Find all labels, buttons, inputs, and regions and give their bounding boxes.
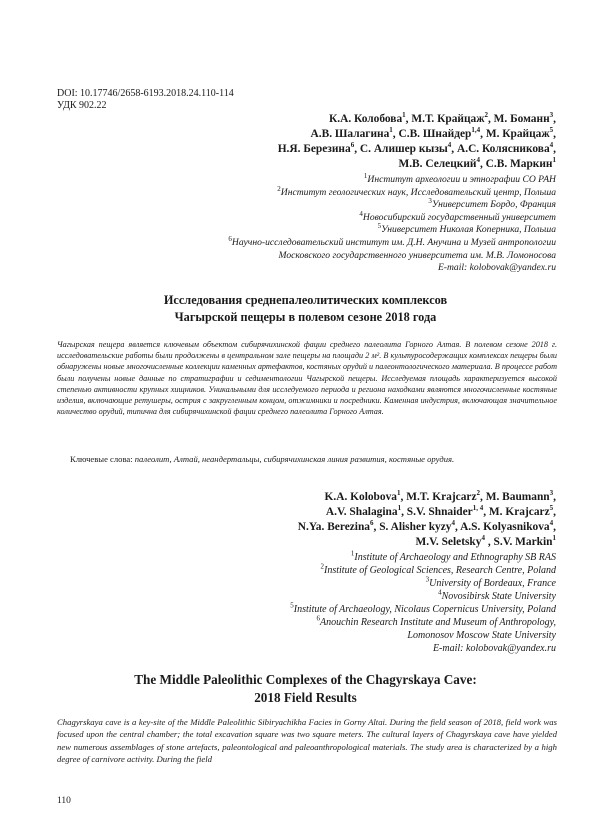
ru-keywords: [70, 454, 560, 465]
author: M. Baumann$^3$: [485, 489, 554, 503]
ru-title: [55, 292, 556, 326]
author: S. Alisher kyzy$^4$: [379, 519, 455, 533]
author: М. Боманн$^3$: [493, 111, 554, 125]
author: М. Крайцаж$^5$: [485, 126, 554, 140]
affiliation: $^6$Научно-исследовательский институт им. Д.Н. Анучина и Музей антропологии: [228, 234, 556, 248]
keywords-label: Ключевые слова:: [70, 454, 133, 464]
author: М.Т. Крайцаж$^2$: [411, 111, 488, 125]
author: А.С. Колясникова$^4$: [457, 141, 554, 155]
author: С.В. Шнайдер$^{1,4}$: [398, 126, 481, 140]
en-author-line: N.Ya. Berezina$^6$, S. Alisher kyzy$^4$, A.S. Kolyasnikova$^4$,: [297, 519, 556, 533]
ru-title-line: Исследования среднепалеолитических комплексов: [163, 293, 448, 307]
author: С.В. Маркин$^1$: [485, 156, 556, 170]
ru-author-line: М.В. Селецкий$^4$, С.В. Маркин$^1$: [398, 156, 556, 170]
en-author-line: A.V. Shalagina$^1$, S.V. Shnaider$^{1, 4}$, M. Krajcarz$^5$,: [325, 504, 556, 518]
author: К.А. Колобова$^1$: [328, 111, 406, 125]
author: Н.Я. Березина$^6$: [277, 141, 355, 155]
affiliation: $^5$Institute of Archaeology, Nicolaus Copernicus University, Poland: [290, 601, 556, 615]
page-number: 110: [57, 796, 71, 806]
ru-title-line: Чагырской пещеры в полевом сезоне 2018 года: [174, 310, 437, 324]
keywords-text: палеолит, Алтай, неандертальцы, сибирячихинская линия развития, костяные орудия.: [134, 454, 455, 464]
affiliation: $^5$Университет Николая Коперника, Польша: [377, 222, 556, 236]
affiliation: Lomonosov Moscow State University: [407, 630, 556, 641]
email: E-mail: kolobovak@yandex.ru: [432, 643, 556, 654]
en-author-line: M.V. Seletsky$^4$ , S.V. Markin$^1$: [415, 534, 556, 548]
affiliation: $^2$Institute of Geological Sciences, Research Centre, Poland: [320, 562, 556, 576]
ru-author-line: А.В. Шалагина$^1$, С.В. Шнайдер$^{1,4}$, М. Крайцаж$^5$,: [310, 126, 556, 140]
email: E-mail: kolobovak@yandex.ru: [437, 262, 556, 274]
ru-authors: [56, 112, 556, 172]
affiliation: $^1$Institute of Archaeology and Ethnography SB RAS: [350, 549, 556, 563]
en-title: [55, 671, 556, 707]
author: А.В. Шалагина$^1$: [310, 126, 393, 140]
author: S.V. Shnaider$^{1, 4}$: [406, 504, 484, 518]
en-authors: [56, 490, 556, 550]
ru-affiliations: [56, 171, 556, 275]
author: С. Алишер кызы$^4$: [359, 141, 452, 155]
affiliation: $^4$Новосибирский государственный университет: [359, 209, 556, 223]
en-abstract: Chagyrskaya cave is a key-site of the Middle Paleolithic Sibiryachikha Facies in Gorny Altai. During the field season of 2018, field work was focused upon the central chamber; the total excavation square was two square meters. The cultural layers of Chagyrskaya cave have yielded new numerous assemblages of stone artefacts, paleontological and paleoanthropological materials. The study area is characterized by a high degree of carnivore activity. During the field: [57, 717, 557, 764]
en-author-line: K.A. Kolobova$^1$, M.T. Krajcarz$^2$, M. Baumann$^3$,: [324, 489, 556, 503]
author: A.S. Kolyasnikova$^4$: [460, 519, 554, 533]
author: М.В. Селецкий$^4$: [398, 156, 480, 170]
author: K.A. Kolobova$^1$: [324, 489, 401, 503]
author: S.V. Markin$^1$: [493, 534, 556, 548]
author: M.V. Seletsky$^4$: [415, 534, 485, 548]
affiliation: $^4$Novosibirsk State University: [438, 588, 556, 602]
ru-author-line: Н.Я. Березина$^6$, С. Алишер кызы$^4$, А.С. Колясникова$^4$,: [277, 141, 556, 155]
en-affiliations: [56, 551, 556, 655]
en-title-line: The Middle Paleolithic Complexes of the Chagyrskaya Cave:: [134, 672, 477, 687]
affiliation: $^6$Anouchin Research Institute and Museum of Anthropology,: [316, 614, 556, 628]
ru-author-line: К.А. Колобова$^1$, М.Т. Крайцаж$^2$, М. Боманн$^3$,: [328, 111, 556, 125]
doi: DOI: 10.17746/2658-6193.2018.24.110-114: [57, 88, 234, 99]
en-title-line: 2018 Field Results: [254, 690, 357, 705]
affiliation: $^3$Университет Бордо, Франция: [428, 197, 556, 211]
author: A.V. Shalagina$^1$: [325, 504, 402, 518]
udk: УДК 902.22: [57, 100, 107, 111]
author: M. Krajcarz$^5$: [488, 504, 554, 518]
affiliation: $^2$Институт геологических наук, Исследовательский центр, Польша: [277, 184, 556, 198]
affiliation: Московского государственного университета им. М.В. Ломоносова: [278, 249, 556, 261]
author: M.T. Krajcarz$^2$: [406, 489, 480, 503]
affiliation: $^3$University of Bordeaux, France: [425, 575, 556, 589]
author: N.Ya. Berezina$^6$: [297, 519, 374, 533]
ru-abstract: Чагырская пещера является ключевым объектом сибирячихинской фации среднего палеолита Горного Алтая. В полевом сезоне 2018 г. исследовательские работы были продолжены в центральном зале пещеры на площади 2 м². В культуросодержащих комплексах пещеры были обнаружены новые многочисленные коллекции каменных артефактов, костяных орудий и палеонтологического материала. В процессе работ были получены новые данные по стратиграфии и седиментологии Чагырской пещеры. Исследуемая площадь характеризуется высокой степенью активности крупных хищников. Уникальными для исследуемого периода и региона находками являются многочисленные костяные изделия, включающие ретушеры, острия с закругленным концом, отжимники и посредники. Каменная индустрия, включающая значительное количество орудий, типична для сибирячихинской фации среднего палеолита Горного Алтая.: [57, 340, 557, 417]
affiliation: $^1$Институт археологии и этнографии СО РАН: [363, 171, 556, 185]
